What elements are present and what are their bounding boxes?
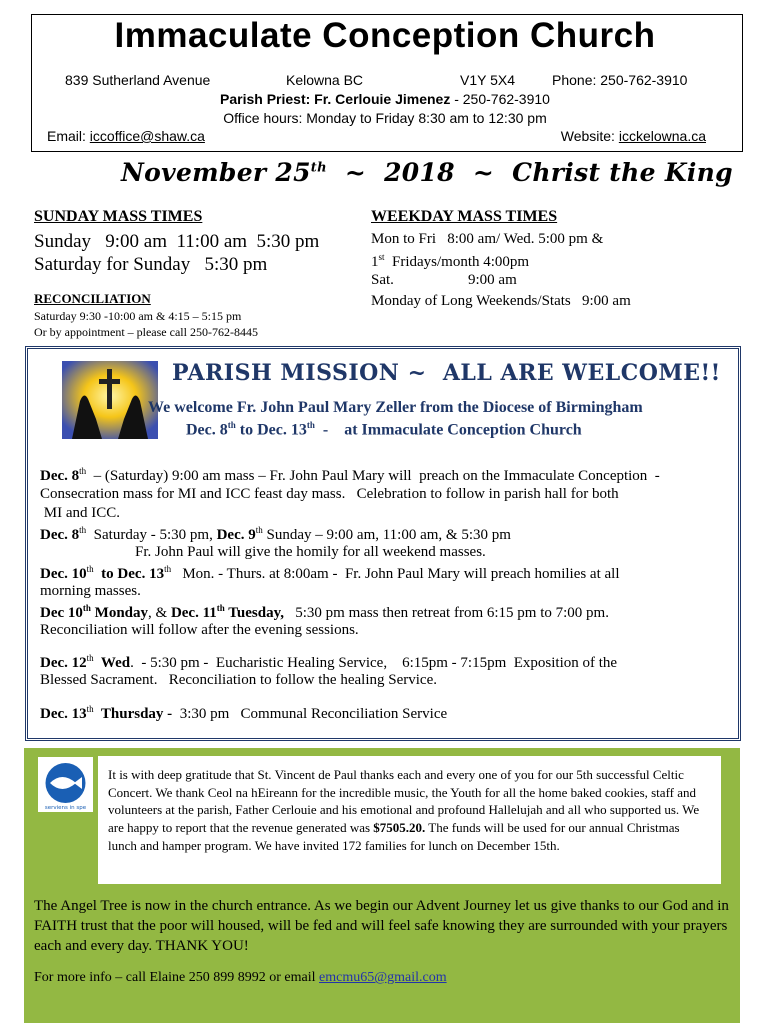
svdp-amount: $7505.20. xyxy=(373,820,426,836)
mission-line xyxy=(40,466,660,485)
mission-text: , & xyxy=(148,605,171,621)
saturday-times: Saturday for Sunday 5:30 pm xyxy=(34,254,268,275)
mission-line: Reconciliation will follow after the evening sessions. xyxy=(40,622,359,638)
mission-text: Mon. - Thurs. at 8:00am - Fr. John Paul Mary will preach homilies at all xyxy=(171,566,620,582)
mission-text: . - 5:30 pm - Eucharistic Healing Service, 6:15pm - 7:15pm Exposition of the xyxy=(130,655,618,671)
svdp-logo-motto: serviens in spe xyxy=(44,805,87,811)
weekday-first-num: 1 xyxy=(371,254,379,270)
svdp-fish-logo-icon xyxy=(38,757,93,812)
reconciliation-heading: RECONCILIATION xyxy=(34,291,151,306)
mission-date: to Dec. 13 xyxy=(93,566,165,582)
mission-text: Sunday – 9:00 am, 11:00 am, & 5:30 pm xyxy=(262,527,511,543)
mission-text: 3:30 pm Communal Reconciliation Service xyxy=(175,706,448,722)
sup-th: th xyxy=(82,603,91,613)
mission-line xyxy=(40,564,620,583)
more-info xyxy=(34,970,447,986)
address-postal: V1Y 5X4 xyxy=(460,72,516,88)
mission-day: Tuesday, xyxy=(224,605,284,621)
mission-line xyxy=(40,653,617,672)
mission-line: morning masses. xyxy=(40,583,141,599)
contact-email-link[interactable]: emcmu65@gmail.com xyxy=(319,970,447,985)
mission-text: Saturday - 5:30 pm, xyxy=(86,527,217,543)
mission-title: PARISH MISSION ~ ALL ARE WELCOME!! xyxy=(172,360,721,386)
sunday-times: Sunday 9:00 am 11:00 am 5:30 pm xyxy=(34,231,320,252)
date-suffix: th xyxy=(310,160,327,176)
address-city: Kelowna BC xyxy=(286,72,364,88)
sup-th: th xyxy=(79,466,87,476)
weekday-line-2 xyxy=(371,252,529,271)
mission-line: MI and ICC. xyxy=(40,505,120,521)
reconciliation-times: Saturday 9:30 -10:00 am & 4:15 – 5:15 pm xyxy=(34,309,242,323)
address-phone: Phone: 250-762-3910 xyxy=(552,72,688,88)
sup-th: th xyxy=(306,420,315,430)
mission-date: Dec. 8 xyxy=(40,468,80,484)
sup-th: th xyxy=(79,525,87,535)
weekday-sat-label: Sat. xyxy=(371,272,394,288)
svdp-thanks-card xyxy=(98,756,721,884)
priest-line xyxy=(0,91,770,107)
mission-line xyxy=(40,704,447,723)
mission-text: 5:30 pm mass then retreat from 6:15 pm to 7:00 pm. xyxy=(284,605,609,621)
svdp-text: It is with deep gratitude that St. Vincent de Paul thanks each and every one of you for our 5th successful Celtic Concert. We thank Ceol na hEireann for the incredible music, the Youth for all the home baked cookies, staff and volunteers at the parish, Father Cerlouie and his emotional and profound Hallelujah and all who supported us. We are happy to report that the revenue generated was xyxy=(108,767,700,836)
more-info-label: For more info – call Elaine 250 899 8992 or email xyxy=(34,970,319,985)
weekday-fridays: Fridays/month 4:00pm xyxy=(384,254,530,270)
priest-phone: - 250-762-3910 xyxy=(450,91,550,107)
mission-dates xyxy=(186,420,582,439)
website-line xyxy=(561,128,706,144)
mission-text: – (Saturday) 9:00 am mass – Fr. John Paul Mary will preach on the Immaculate Conception - xyxy=(86,468,660,484)
mission-date: Dec. 10 xyxy=(40,566,87,582)
reconciliation-appointment: Or by appointment – please call 250-762-8445 xyxy=(34,325,258,339)
mission-date: Dec. 13 xyxy=(40,706,87,722)
sup-th: th xyxy=(164,564,172,574)
weekday-line-4: Monday of Long Weekends/Stats 9:00 am xyxy=(371,293,631,309)
weekday-line-1: Mon to Fri 8:00 am/ Wed. 5:00 pm & xyxy=(371,231,604,247)
email-line xyxy=(47,128,205,144)
mission-date-end: to Dec. 13 xyxy=(235,421,307,439)
mission-location: - at Immaculate Conception Church xyxy=(314,421,582,439)
praying-hands-cross-icon xyxy=(62,361,158,439)
sup-th: th xyxy=(216,603,225,613)
weekday-sat-time: 9:00 am xyxy=(468,272,517,288)
mission-date: Dec. 12 xyxy=(40,655,87,671)
mission-date: Dec. 11 xyxy=(170,605,217,621)
weekday-heading: WEEKDAY MASS TIMES xyxy=(371,208,558,225)
mission-day: Wed xyxy=(93,655,131,671)
mission-date: Dec 10 xyxy=(40,605,83,621)
mission-line: Fr. John Paul will give the homily for all weekend masses. xyxy=(135,544,486,560)
sunday-heading: SUNDAY MASS TIMES xyxy=(34,208,203,225)
mission-line xyxy=(40,603,609,622)
weekday-first-sup: st xyxy=(378,252,385,262)
mission-date: Dec. 9 xyxy=(216,527,256,543)
mission-line xyxy=(40,525,511,544)
mission-date: Dec. 8 xyxy=(40,527,80,543)
sup-th: th xyxy=(86,653,94,663)
mission-line: Consecration mass for MI and ICC feast day mass. Celebration to follow in parish hall for both xyxy=(40,486,619,502)
date-month-day: November 25 xyxy=(121,158,311,187)
sup-th: th xyxy=(255,525,263,535)
mission-subtitle: We welcome Fr. John Paul Mary Zeller from the Diocese of Birmingham xyxy=(148,399,643,416)
email-link[interactable]: iccoffice@shaw.ca xyxy=(89,128,205,144)
angel-tree-text: The Angel Tree is now in the church entrance. As we begin our Advent Journey let us give thanks to our God and in FAITH trust that the poor will housed, will be fed and will feel safe knowing they are surrounded with your prayers each and every day. THANK YOU! xyxy=(34,898,729,954)
website-link[interactable]: icckelowna.ca xyxy=(618,128,706,144)
website-label: Website: xyxy=(560,128,619,144)
email-label: Email: xyxy=(47,128,90,144)
mission-day: Monday xyxy=(90,605,149,621)
church-name: Immaculate Conception Church xyxy=(114,16,656,55)
address-street: 839 Sutherland Avenue xyxy=(65,72,211,88)
date-feast: ~ 2018 ~ Christ the King xyxy=(326,158,733,187)
sup-th: th xyxy=(86,704,94,714)
priest-name: Parish Priest: Fr. Cerlouie Jimenez xyxy=(220,91,451,107)
svdp-text: The funds will be used for our annual Christmas lunch and hamper program. We have invited 172 families for lunch on December 15th. xyxy=(108,820,680,853)
sup-th: th xyxy=(86,564,94,574)
mission-day: Thursday - xyxy=(93,706,176,722)
office-hours: Office hours: Monday to Friday 8:30 am to 12:30 pm xyxy=(223,110,547,126)
sup-th: th xyxy=(227,420,236,430)
mission-date-start: Dec. 8 xyxy=(186,421,228,439)
date-title xyxy=(121,158,733,187)
mission-line: Blessed Sacrament. Reconciliation to follow the healing Service. xyxy=(40,672,437,688)
